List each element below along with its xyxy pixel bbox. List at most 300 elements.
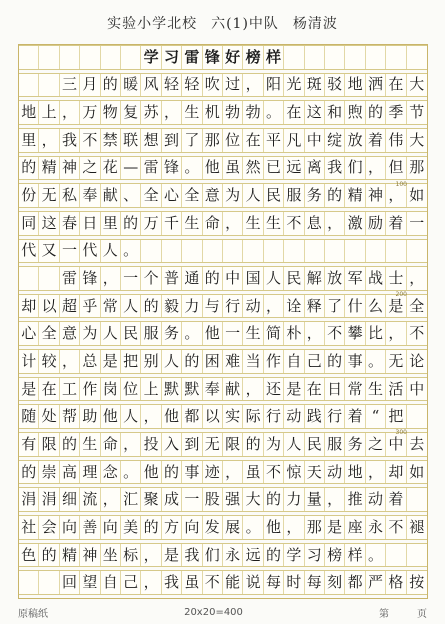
grid-cell: 春 bbox=[60, 212, 80, 235]
grid-cell: 为 bbox=[80, 322, 100, 345]
grid-cell: 限 bbox=[39, 433, 59, 456]
grid-cell: 说 bbox=[243, 571, 263, 594]
grid-cell: 我 bbox=[162, 571, 182, 594]
grid-cell: 是 bbox=[325, 516, 345, 539]
grid-cell: 能 bbox=[223, 571, 243, 594]
grid-cell: 褪 bbox=[409, 517, 425, 536]
grid-cell: 刻 bbox=[325, 571, 345, 594]
grid-cell: 吹 bbox=[203, 74, 223, 97]
grid-cell: ， bbox=[141, 405, 161, 428]
grid-cell: 不 bbox=[264, 461, 284, 484]
grid-cell: 他 bbox=[264, 516, 284, 539]
grid-cell: 。 bbox=[366, 544, 386, 567]
grid-cell: 严 bbox=[366, 571, 386, 594]
grid-cell: 人 bbox=[101, 322, 121, 345]
grid-cell: 放 bbox=[325, 267, 345, 290]
grid-cell: 量 bbox=[305, 488, 325, 511]
title-row bbox=[19, 45, 427, 70]
grid-cell: 锋 bbox=[203, 46, 223, 69]
grid-cell: 永 bbox=[223, 544, 243, 567]
grid-cell: 一 bbox=[182, 488, 202, 511]
grid-cell: 神 bbox=[60, 157, 80, 180]
grid-cell: 永 bbox=[366, 516, 386, 539]
squad-name: 六(1)中队 bbox=[211, 16, 279, 32]
grid-cell: 论 bbox=[409, 351, 425, 370]
grid-cell: ， bbox=[141, 544, 161, 567]
grid-cell: 回 bbox=[60, 571, 80, 594]
grid-cell: 心 bbox=[19, 322, 39, 345]
text-row bbox=[19, 377, 427, 402]
grid-cell: 事 bbox=[182, 461, 202, 484]
grid-cell: 这 bbox=[305, 101, 325, 124]
grid-cell: 的 bbox=[162, 461, 182, 484]
grid-cell: ， bbox=[284, 516, 304, 539]
grid-cell: 在 bbox=[243, 129, 263, 152]
grid-cell: 作 bbox=[264, 350, 284, 373]
grid-cell: 处 bbox=[39, 405, 59, 428]
grid-cell: 在 bbox=[39, 378, 59, 401]
grid-cell bbox=[182, 240, 202, 263]
grid-cell: 民 bbox=[305, 433, 325, 456]
grid-cell: ， bbox=[386, 184, 406, 207]
grid-cell: 动 bbox=[366, 488, 386, 511]
grid-cell: 都 bbox=[345, 571, 365, 594]
grid-cell: 限 bbox=[223, 433, 243, 456]
grid-cell: 位 bbox=[223, 129, 243, 152]
grid-cell: 位 bbox=[121, 378, 141, 401]
grid-cell: 意 bbox=[203, 184, 223, 207]
text-row bbox=[19, 321, 427, 346]
grid-cell: 服 bbox=[325, 433, 345, 456]
grid-cell: 把 bbox=[121, 350, 141, 373]
grid-cell: 天 bbox=[305, 461, 325, 484]
grid-cell: ， bbox=[121, 433, 141, 456]
grid-cell: 榜 bbox=[243, 46, 263, 69]
grid-cell: 推 bbox=[345, 488, 365, 511]
grid-cell: 务 bbox=[345, 433, 365, 456]
grid-cell: 动 bbox=[243, 295, 263, 318]
grid-cell: 与 bbox=[203, 295, 223, 318]
grid-cell: 之 bbox=[366, 433, 386, 456]
grid-cell: 万 bbox=[141, 212, 161, 235]
grid-cell: 不 bbox=[325, 322, 345, 345]
grid-cell bbox=[39, 74, 59, 97]
grid-cell: 事 bbox=[345, 350, 365, 373]
grid-cell: 社 bbox=[19, 516, 39, 539]
grid-cell: 理 bbox=[80, 461, 100, 484]
grid-cell: 到 bbox=[162, 129, 182, 152]
grid-cell: 务 bbox=[305, 184, 325, 207]
grid-cell bbox=[19, 571, 39, 594]
grid-cell: 会 bbox=[39, 516, 59, 539]
grid-cell: 我 bbox=[325, 157, 345, 180]
grid-cell: 代 bbox=[80, 240, 100, 263]
grid-cell: 一 bbox=[60, 240, 80, 263]
grid-cell: 的 bbox=[366, 101, 386, 124]
grid-cell: 大 bbox=[243, 488, 263, 511]
grid-cell: 想 bbox=[141, 129, 161, 152]
grid-cell: ， bbox=[325, 488, 345, 511]
grid-cell bbox=[162, 240, 182, 263]
grid-cell: 民 bbox=[264, 184, 284, 207]
grid-cell: ， bbox=[305, 322, 325, 345]
grid-cell: 展 bbox=[223, 516, 243, 539]
grid-cell: 不 bbox=[409, 324, 425, 343]
text-row bbox=[19, 128, 427, 153]
grid-cell: 上 bbox=[39, 101, 59, 124]
grid-cell: 民 bbox=[121, 322, 141, 345]
grid-cell: 。 bbox=[264, 101, 284, 124]
grid-cell: 里 bbox=[101, 212, 121, 235]
grid-cell: 作 bbox=[80, 378, 100, 401]
grid-cell: 。 bbox=[182, 322, 202, 345]
grid-cell: 向 bbox=[182, 516, 202, 539]
grid-cell: 意 bbox=[60, 322, 80, 345]
grid-cell: 私 bbox=[60, 184, 80, 207]
grid-cell: 光 bbox=[284, 74, 304, 97]
grid-cell: 节 bbox=[409, 103, 425, 122]
grid-cell: 难 bbox=[223, 350, 243, 373]
grid-cell: 自 bbox=[101, 571, 121, 594]
grid-cell: 着 bbox=[366, 129, 386, 152]
grid-cell: 锋 bbox=[162, 157, 182, 180]
grid-cell: 一 bbox=[223, 322, 243, 345]
grid-cell: 总 bbox=[80, 350, 100, 373]
text-row bbox=[19, 543, 427, 568]
grid-cell: 时 bbox=[284, 571, 304, 594]
grid-cell: 的 bbox=[325, 350, 345, 373]
grid-cell: 战 bbox=[366, 267, 386, 290]
grid-cell: 精 bbox=[39, 157, 59, 180]
grid-cell: 攀 bbox=[345, 322, 365, 345]
grid-cell: 力 bbox=[284, 488, 304, 511]
grid-cell: 迹 bbox=[203, 461, 223, 484]
grid-cell: 简 bbox=[264, 322, 284, 345]
text-row bbox=[19, 211, 427, 236]
grid-cell: 的 bbox=[121, 212, 141, 235]
grid-cell: 行 bbox=[325, 405, 345, 428]
header bbox=[0, 10, 445, 36]
grid-cell: 较 bbox=[39, 350, 59, 373]
grid-cell: 是 bbox=[101, 350, 121, 373]
grid-cell: 却 bbox=[19, 295, 39, 318]
grid-cell: 朴 bbox=[284, 322, 304, 345]
grid-cell: 的 bbox=[19, 157, 39, 180]
grid-cell: 国 bbox=[243, 267, 263, 290]
grid-cell: 默 bbox=[182, 378, 202, 401]
grid-cell: 细 bbox=[60, 488, 80, 511]
grid-cell: 坐 bbox=[101, 544, 121, 567]
grid-cell bbox=[407, 405, 427, 428]
grid-cell: 个 bbox=[141, 267, 161, 290]
grid-cell: 流 bbox=[80, 488, 100, 511]
grid-rows bbox=[19, 45, 427, 598]
grid-cell: 精 bbox=[345, 184, 365, 207]
grid-cell: 神 bbox=[366, 184, 386, 207]
grid-cell: 那 bbox=[203, 129, 223, 152]
grid-cell: ， bbox=[264, 295, 284, 318]
grid-cell: 。 bbox=[121, 240, 141, 263]
grid-cell: 驳 bbox=[325, 74, 345, 97]
grid-cell: 聚 bbox=[141, 488, 161, 511]
page-suffix: 页 bbox=[417, 608, 427, 620]
grid-cell: ， bbox=[162, 101, 182, 124]
grid-cell: 轻 bbox=[182, 74, 202, 97]
grid-cell: 格 bbox=[386, 571, 406, 594]
grid-cell: 是 bbox=[284, 378, 304, 401]
grid-cell: 普 bbox=[162, 267, 182, 290]
grid-cell: 实 bbox=[223, 405, 243, 428]
grid-cell: 洒 bbox=[366, 74, 386, 97]
grid-cell: 方 bbox=[162, 516, 182, 539]
text-row bbox=[19, 432, 427, 457]
grid-cell: 望 bbox=[80, 571, 100, 594]
text-row bbox=[19, 266, 427, 291]
grid-cell bbox=[325, 240, 345, 263]
grid-cell: 无 bbox=[386, 350, 406, 373]
grid-cell: 不 bbox=[386, 516, 406, 539]
grid-cell: 斑 bbox=[305, 74, 325, 97]
grid-cell: 到 bbox=[182, 433, 202, 456]
grid-cell: 计 bbox=[19, 350, 39, 373]
grid-cell bbox=[284, 240, 304, 263]
grid-cell: 那 bbox=[305, 516, 325, 539]
grid-cell: 虽 bbox=[223, 157, 243, 180]
grid-cell: 都 bbox=[182, 405, 202, 428]
grid-cell: 全 bbox=[39, 322, 59, 345]
grid-cell: 着 bbox=[386, 212, 406, 235]
grid-cell: 解 bbox=[305, 267, 325, 290]
text-row bbox=[19, 239, 427, 264]
grid-cell: 习 bbox=[305, 544, 325, 567]
text-row bbox=[19, 460, 427, 485]
grid-cell: 物 bbox=[101, 101, 121, 124]
grid-cell: 雷 bbox=[182, 46, 202, 69]
grid-cell bbox=[264, 240, 284, 263]
grid-cell: 中 bbox=[223, 267, 243, 290]
grid-cell: 风 bbox=[141, 74, 161, 97]
grid-cell: ， bbox=[39, 129, 59, 152]
grid-cell: 力 bbox=[182, 295, 202, 318]
grid-cell: 他 bbox=[203, 322, 223, 345]
text-row bbox=[19, 515, 427, 540]
grid-cell: 这 bbox=[39, 212, 59, 235]
grid-cell: 成 bbox=[162, 488, 182, 511]
grid-cell: 的 bbox=[325, 184, 345, 207]
grid-cell bbox=[325, 46, 345, 69]
grid-cell: 己 bbox=[305, 350, 325, 373]
grid-cell: ， bbox=[101, 267, 121, 290]
grid-cell bbox=[366, 46, 386, 69]
grid-cell: 股 bbox=[203, 488, 223, 511]
grid-cell: 虽 bbox=[243, 461, 263, 484]
grid-cell: 把 bbox=[386, 405, 406, 428]
grid-cell: 服 bbox=[284, 184, 304, 207]
grid-cell: 勃 bbox=[243, 101, 263, 124]
grid-cell: 激 bbox=[345, 212, 365, 235]
grid-cell: 崇 bbox=[39, 461, 59, 484]
grid-cell: 生 bbox=[182, 101, 202, 124]
grid-cell: 帮 bbox=[60, 405, 80, 428]
grid-cell bbox=[345, 240, 365, 263]
grid-cell: 活 bbox=[386, 378, 406, 401]
grid-cell: 远 bbox=[243, 544, 263, 567]
grid-cell: 通 bbox=[182, 267, 202, 290]
text-row bbox=[19, 294, 427, 319]
grid-cell: 他 bbox=[203, 157, 223, 180]
grid-cell bbox=[407, 488, 427, 511]
grid-cell: 生 bbox=[182, 212, 202, 235]
grid-cell: 锋 bbox=[80, 267, 100, 290]
grid-cell: 三 bbox=[60, 74, 80, 97]
grid-cell: 当 bbox=[243, 350, 263, 373]
grid-cell: 什 bbox=[345, 295, 365, 318]
grid-cell: 、 bbox=[121, 184, 141, 207]
grid-cell: 去 bbox=[409, 434, 425, 453]
grid-cell: 千 bbox=[162, 212, 182, 235]
grid-cell: 如 bbox=[409, 186, 425, 205]
grid-cell: 为 bbox=[223, 184, 243, 207]
grid-cell: 励 bbox=[366, 212, 386, 235]
grid-cell: 们 bbox=[203, 544, 223, 567]
grid-cell: 轻 bbox=[162, 74, 182, 97]
grid-cell: 的 bbox=[264, 544, 284, 567]
grid-cell: 在 bbox=[305, 378, 325, 401]
grid-cell: 花 bbox=[101, 157, 121, 180]
grid-cell: 以 bbox=[203, 405, 223, 428]
grid-cell: 人 bbox=[284, 433, 304, 456]
grid-cell: 的 bbox=[182, 350, 202, 373]
grid-cell: 的 bbox=[141, 295, 161, 318]
grid-cell bbox=[121, 46, 141, 69]
grid-cell: 按 bbox=[409, 573, 425, 592]
grid-cell: 了 bbox=[182, 129, 202, 152]
grid-cell bbox=[366, 240, 386, 263]
grid-cell: 以 bbox=[39, 295, 59, 318]
grid-cell: 命 bbox=[203, 212, 223, 235]
grid-cell: 。 bbox=[121, 461, 141, 484]
page-prefix: 第 bbox=[379, 608, 389, 620]
grid-cell: 向 bbox=[101, 516, 121, 539]
grid-cell: ， bbox=[386, 322, 406, 345]
grid-cell: 座 bbox=[345, 516, 365, 539]
grid-cell: 不 bbox=[80, 129, 100, 152]
grid-cell: 涓 bbox=[39, 488, 59, 511]
grid-cell: 生 bbox=[80, 433, 100, 456]
grid-cell: 学 bbox=[284, 544, 304, 567]
grid-cell bbox=[386, 240, 406, 263]
grid-cell: 惊 bbox=[284, 461, 304, 484]
grid-cell bbox=[386, 544, 406, 567]
text-row bbox=[19, 100, 427, 125]
grid-cell bbox=[39, 571, 59, 594]
grid-cell: 困 bbox=[203, 350, 223, 373]
grid-cell: 们 bbox=[345, 157, 365, 180]
manuscript-grid bbox=[18, 44, 428, 599]
grid-cell: 岗 bbox=[101, 378, 121, 401]
grid-cell: 是 bbox=[162, 544, 182, 567]
grid-cell: 和 bbox=[325, 101, 345, 124]
grid-cell: 际 bbox=[243, 405, 263, 428]
grid-cell: 诠 bbox=[284, 295, 304, 318]
grid-cell: 远 bbox=[284, 157, 304, 180]
grid-cell: 善 bbox=[80, 516, 100, 539]
grid-cell: 他 bbox=[162, 405, 182, 428]
grid-cell: 日 bbox=[325, 378, 345, 401]
grid-cell bbox=[39, 46, 59, 69]
grid-cell: 向 bbox=[60, 516, 80, 539]
counter-200: 200 bbox=[395, 291, 407, 298]
grid-cell bbox=[19, 74, 39, 97]
grid-cell: 样 bbox=[345, 544, 365, 567]
grid-cell bbox=[141, 240, 161, 263]
grid-cell: 么 bbox=[366, 295, 386, 318]
grid-cell: 行 bbox=[264, 405, 284, 428]
grid-cell: 军 bbox=[345, 267, 365, 290]
grid-cell: 是 bbox=[19, 378, 39, 401]
grid-cell: 美 bbox=[121, 516, 141, 539]
grid-cell bbox=[80, 46, 100, 69]
grid-cell: 着 bbox=[345, 405, 365, 428]
grid-cell bbox=[407, 240, 427, 263]
grid-cell bbox=[305, 46, 325, 69]
grid-cell: 联 bbox=[121, 129, 141, 152]
grid-cell: 人 bbox=[101, 240, 121, 263]
counter-300: 300 bbox=[395, 429, 407, 436]
grid-cell bbox=[305, 240, 325, 263]
grid-cell: 全 bbox=[141, 184, 161, 207]
grid-cell bbox=[407, 544, 427, 567]
grid-cell: — bbox=[121, 157, 141, 180]
grid-cell: 放 bbox=[345, 129, 365, 152]
grid-cell: 却 bbox=[386, 461, 406, 484]
grid-cell: 心 bbox=[162, 184, 182, 207]
grid-cell: 每 bbox=[305, 571, 325, 594]
text-row bbox=[19, 156, 427, 181]
grid-cell: 的 bbox=[19, 461, 39, 484]
grid-cell bbox=[203, 240, 223, 263]
grid-cell: ， bbox=[409, 269, 425, 288]
grid-cell: 样 bbox=[264, 46, 284, 69]
paper-label: 原稿纸 bbox=[18, 608, 48, 620]
grid-cell: 的 bbox=[264, 488, 284, 511]
grid-cell: 。 bbox=[243, 516, 263, 539]
grid-cell bbox=[386, 46, 406, 69]
grid-cell: ， bbox=[243, 378, 263, 401]
grid-cell: 人 bbox=[243, 184, 263, 207]
grid-cell: 命 bbox=[101, 433, 121, 456]
grid-cell: 同 bbox=[19, 212, 39, 235]
grid-cell: 伟 bbox=[386, 129, 406, 152]
grid-cell: 的 bbox=[243, 433, 263, 456]
grid-cell: 不 bbox=[284, 212, 304, 235]
grid-cell: 一 bbox=[409, 213, 425, 232]
grid-cell: 地 bbox=[345, 74, 365, 97]
grid-cell: 的 bbox=[141, 516, 161, 539]
grid-cell: 士 bbox=[386, 267, 406, 290]
grid-cell: 一 bbox=[121, 267, 141, 290]
grid-cell: 虽 bbox=[182, 571, 202, 594]
grid-cell bbox=[345, 46, 365, 69]
grid-cell: 有 bbox=[19, 433, 39, 456]
grid-cell: 践 bbox=[305, 405, 325, 428]
grid-cell: 已 bbox=[264, 157, 284, 180]
grid-cell bbox=[60, 46, 80, 69]
text-row bbox=[19, 73, 427, 98]
grid-cell: 常 bbox=[101, 295, 121, 318]
grid-cell: 入 bbox=[162, 433, 182, 456]
grid-cell: 煦 bbox=[345, 101, 365, 124]
